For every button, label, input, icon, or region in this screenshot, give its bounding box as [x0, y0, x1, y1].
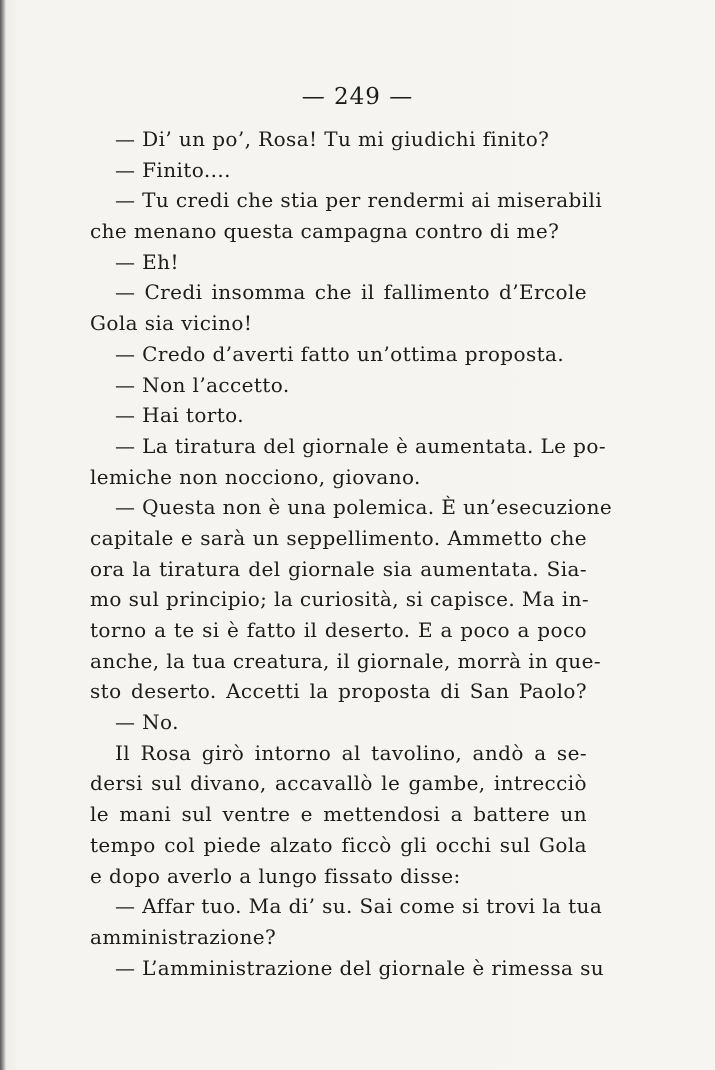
text-line: — L’amministrazione del giornale è rimessa su [115, 955, 605, 980]
body-text [90, 124, 613, 983]
text-line: — Di’ un po’, Rosa! Tu mi giudichi finito? [115, 127, 550, 151]
text-line: che menano questa campagna contro di me? [90, 219, 560, 244]
text-line: — Tu credi che stia per rendermi ai miserabili [115, 188, 603, 213]
text-line: — Credi insomma che il fallimento d’Ercole [115, 280, 587, 305]
text-line: torno a te si è fatto il deserto. E a poco a poco [90, 618, 587, 642]
text-line: — La tiratura del giornale è aumentata. Le po- [115, 433, 606, 458]
text-line: e dopo averlo a lungo fissato disse: [90, 863, 461, 888]
text-line: — Questa non è una polemica. È un’esecuzione [115, 495, 613, 520]
text-line: — Finito.... [115, 157, 231, 182]
text-line: ora la tiratura del giornale sia aumentata. Sia- [90, 556, 587, 581]
text-line: Gola sia vicino! [90, 311, 253, 336]
text-line: — No. [115, 710, 179, 735]
text-line: — Credo d’averti fatto un’ottima proposta. [115, 341, 565, 366]
text-line: anche, la tua creatura, il giornale, morrà in que- [90, 648, 601, 673]
text-line: Il Rosa girò intorno al tavolino, andò a se- [115, 740, 587, 765]
text-line: capitale e sarà un seppellimento. Ammetto che [90, 525, 587, 550]
text-line: lemiche non nocciono, giovano. [90, 464, 421, 489]
text-line: sto deserto. Accetti la proposta di San Paolo? [90, 679, 587, 704]
page-spine-edge [0, 0, 6, 1070]
text-line: le mani sul ventre e mettendosi a battere un [90, 802, 587, 827]
text-line: — Non l’accetto. [115, 372, 290, 397]
text-line: — Eh! [115, 249, 179, 274]
text-line: tempo col piede alzato ficcò gli occhi sul Gola [90, 832, 587, 857]
text-line: — Hai torto. [115, 403, 244, 428]
text-line: dersi sul divano, accavallò le gambe, intrecciò [90, 771, 587, 796]
page-number: — 249 — [301, 84, 414, 110]
text-line: — Affar tuo. Ma di’ su. Sai come si trovi la tua [115, 894, 603, 919]
text-line: mo sul principio; la curiosità, si capisce. Ma in- [90, 587, 590, 612]
text-line: amministrazione? [90, 924, 277, 949]
